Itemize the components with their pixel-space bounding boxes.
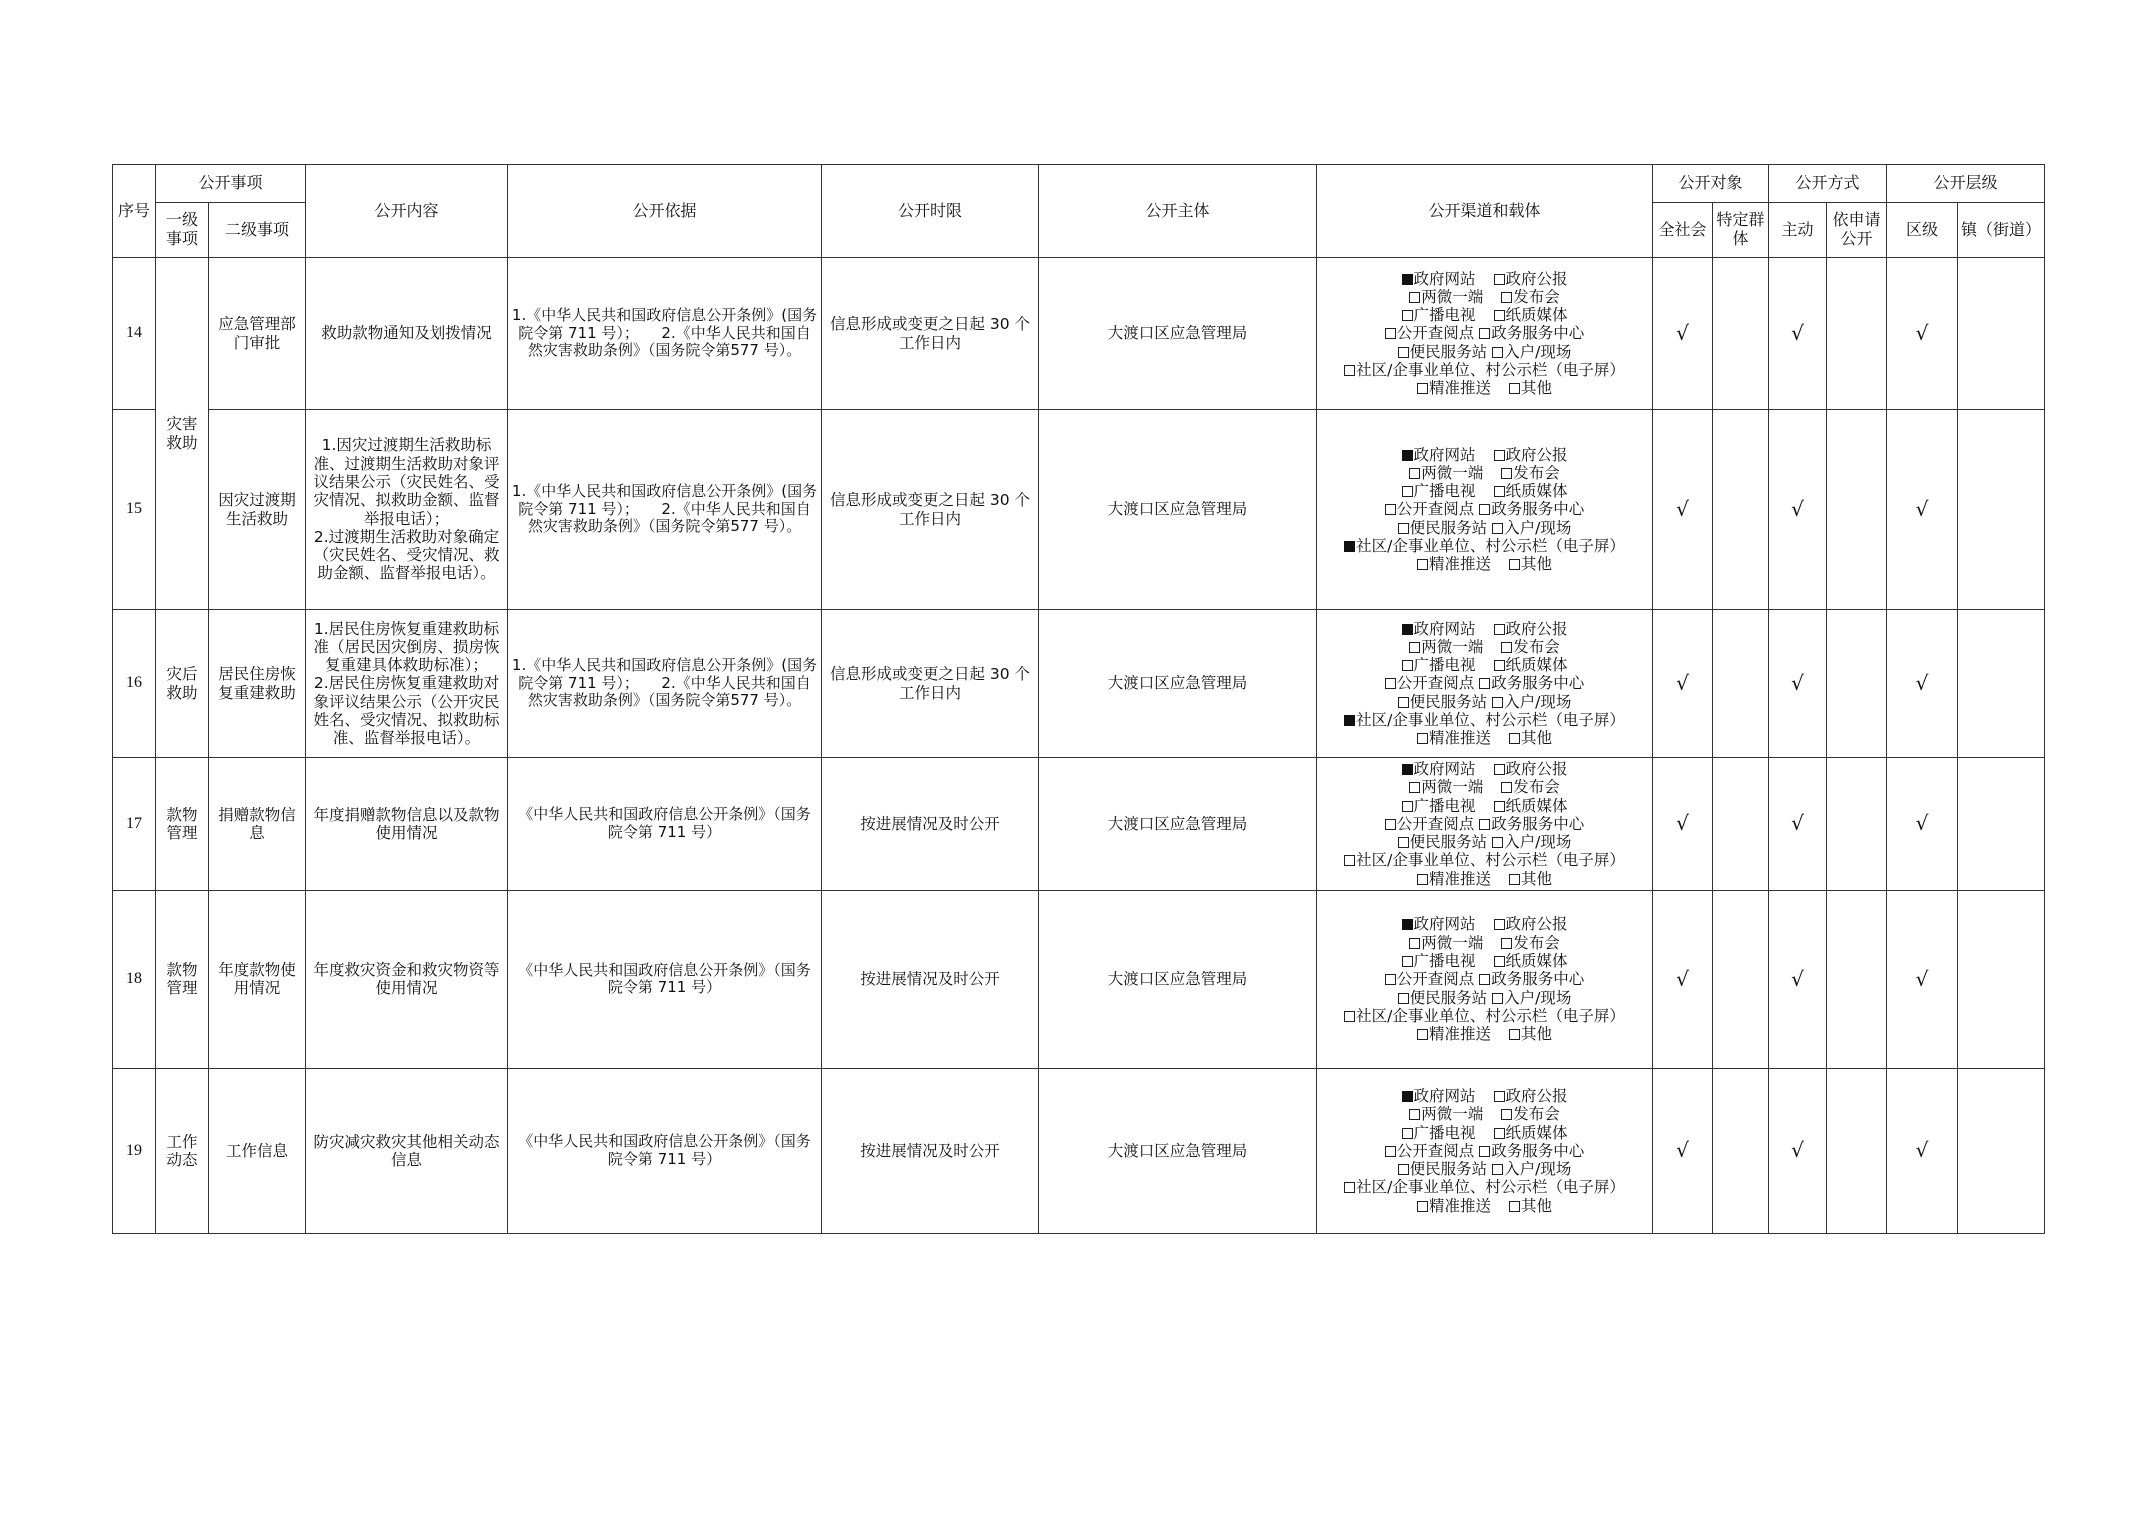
channel-label: 便民服务站 xyxy=(1409,692,1488,711)
check-mark-icon: √ xyxy=(1676,320,1689,345)
cell-time-limit: 信息形成或变更之日起 30 个工作日内 xyxy=(822,410,1039,610)
checkbox-icon xyxy=(1402,274,1413,285)
header-time-limit: 公开时限 xyxy=(822,165,1039,258)
channel-label: 政府网站 xyxy=(1413,760,1476,778)
cell-audience-all xyxy=(1653,258,1713,410)
channel-label: 便民服务站 xyxy=(1409,518,1488,537)
check-mark-icon: √ xyxy=(1791,496,1804,521)
channel-label: 其他 xyxy=(1521,379,1553,398)
cell-level-town xyxy=(1958,1068,2045,1233)
channel-label: 精准推送 xyxy=(1429,555,1492,574)
channel-label: 精准推送 xyxy=(1429,729,1492,748)
channel-label: 入户/现场 xyxy=(1504,342,1572,361)
checkbox-icon xyxy=(1402,801,1413,812)
channel-label: 政务服务中心 xyxy=(1491,324,1585,343)
cell-level-district xyxy=(1887,610,1958,758)
checkbox-icon xyxy=(1398,523,1409,534)
table-row xyxy=(113,258,2045,410)
cell-time-limit: 按进展情况及时公开 xyxy=(822,758,1039,891)
checkbox-icon xyxy=(1509,383,1520,394)
cell-time-limit: 按进展情况及时公开 xyxy=(822,1068,1039,1233)
channel-label: 政务服务中心 xyxy=(1491,674,1585,693)
channel-label: 其他 xyxy=(1521,1025,1553,1044)
checkbox-icon xyxy=(1398,347,1409,358)
check-mark-icon: √ xyxy=(1791,1138,1804,1163)
cell-level-district xyxy=(1887,890,1958,1068)
channel-label: 公开查阅点 xyxy=(1396,674,1475,693)
cell-content: 年度救灾资金和救灾物资等使用情况 xyxy=(306,890,508,1068)
header-method-group: 公开方式 xyxy=(1769,165,1887,203)
cell-level2: 应急管理部门审批 xyxy=(209,258,306,410)
checkbox-icon xyxy=(1479,819,1490,830)
channel-label: 政府网站 xyxy=(1413,1086,1476,1105)
channel-label: 政府公报 xyxy=(1505,619,1568,638)
channel-label: 纸质媒体 xyxy=(1505,482,1568,501)
checkbox-icon xyxy=(1398,837,1409,848)
cell-level1: 工作动态 xyxy=(156,1068,209,1233)
cell-audience-all xyxy=(1653,758,1713,891)
disclosure-table xyxy=(112,164,2045,1234)
checkbox-icon xyxy=(1492,837,1503,848)
checkbox-icon xyxy=(1494,450,1505,461)
channel-label: 其他 xyxy=(1521,729,1553,748)
channel-label: 政府网站 xyxy=(1413,269,1476,288)
channel-label: 政府公报 xyxy=(1505,760,1568,778)
channel-label: 社区/企事业单位、村公示栏（电子屏） xyxy=(1356,1006,1625,1025)
header-level-district: 区级 xyxy=(1887,203,1958,258)
cell-basis: 《中华人民共和国政府信息公开条例》（国务院令第 711 号） xyxy=(508,1068,822,1233)
cell-channels xyxy=(1317,890,1653,1068)
channel-label: 两微一端 xyxy=(1421,287,1484,306)
channel-label: 政务服务中心 xyxy=(1491,1141,1585,1160)
channel-label: 发布会 xyxy=(1513,463,1560,482)
channel-label: 精准推送 xyxy=(1429,379,1492,398)
channel-label: 精准推送 xyxy=(1429,869,1492,888)
channel-label: 广播电视 xyxy=(1413,952,1476,971)
checkbox-icon xyxy=(1402,486,1413,497)
channel-label: 发布会 xyxy=(1513,933,1560,952)
channel-label: 政府公报 xyxy=(1505,445,1568,464)
channel-label: 精准推送 xyxy=(1429,1025,1492,1044)
checkbox-icon xyxy=(1409,642,1420,653)
checkbox-icon xyxy=(1494,801,1505,812)
checkbox-icon xyxy=(1402,660,1413,671)
cell-method-active xyxy=(1769,410,1827,610)
cell-basis: 1.《中华人民共和国政府信息公开条例》(国务院令第 711 号）； 2.《中华人民共和国自然灾害救助条例》（国务院令第577 号）。 xyxy=(508,258,822,410)
checkbox-icon xyxy=(1501,292,1512,303)
cell-seq: 15 xyxy=(113,410,156,610)
cell-method-request xyxy=(1827,410,1887,610)
checkbox-icon xyxy=(1479,1146,1490,1157)
check-mark-icon: √ xyxy=(1791,966,1804,991)
checkbox-icon xyxy=(1417,383,1428,394)
header-level-town: 镇（街道） xyxy=(1958,203,2045,258)
cell-level2: 居民住房恢复重建救助 xyxy=(209,610,306,758)
table-row xyxy=(113,758,2045,891)
channel-label: 政府公报 xyxy=(1505,1086,1568,1105)
header-item-group: 公开事项 xyxy=(156,165,306,203)
channel-label: 发布会 xyxy=(1513,778,1560,797)
cell-level-town xyxy=(1958,890,2045,1068)
header-method-active: 主动 xyxy=(1769,203,1827,258)
cell-content: 1.居民住房恢复重建救助标准（居民因灾倒房、损房恢复重建具体救助标准）； 2.居民住房恢复重建救助对象评议结果公示（公开灾民姓名、受灾情况、拟救助标准、监督举报电话）。 xyxy=(306,610,508,758)
checkbox-icon xyxy=(1402,919,1413,930)
check-mark-icon: √ xyxy=(1915,966,1929,991)
cell-method-request xyxy=(1827,890,1887,1068)
cell-audience-all xyxy=(1653,410,1713,610)
cell-level-district xyxy=(1887,410,1958,610)
checkbox-icon xyxy=(1409,292,1420,303)
channel-label: 纸质媒体 xyxy=(1505,1123,1568,1142)
channel-label: 广播电视 xyxy=(1413,1123,1476,1142)
header-channels: 公开渠道和载体 xyxy=(1317,165,1653,258)
channel-label: 广播电视 xyxy=(1413,796,1476,815)
checkbox-icon xyxy=(1417,733,1428,744)
cell-level1: 款物管理 xyxy=(156,890,209,1068)
checkbox-icon xyxy=(1494,1128,1505,1139)
checkbox-icon xyxy=(1509,559,1520,570)
check-mark-icon: √ xyxy=(1676,1138,1689,1163)
table-row xyxy=(113,610,2045,758)
checkbox-icon xyxy=(1509,1029,1520,1040)
cell-method-request xyxy=(1827,610,1887,758)
channel-label: 两微一端 xyxy=(1421,637,1484,656)
channel-label: 政府公报 xyxy=(1505,915,1568,934)
checkbox-icon xyxy=(1494,274,1505,285)
cell-audience-specific xyxy=(1713,890,1769,1068)
checkbox-icon xyxy=(1417,1029,1428,1040)
cell-time-limit: 按进展情况及时公开 xyxy=(822,890,1039,1068)
cell-seq: 14 xyxy=(113,258,156,410)
channel-label: 广播电视 xyxy=(1413,306,1476,325)
cell-subject: 大渡口区应急管理局 xyxy=(1039,1068,1317,1233)
check-mark-icon: √ xyxy=(1915,670,1929,695)
checkbox-icon xyxy=(1402,764,1413,775)
cell-method-request xyxy=(1827,258,1887,410)
checkbox-icon xyxy=(1492,697,1503,708)
cell-audience-all xyxy=(1653,1068,1713,1233)
checkbox-icon xyxy=(1479,974,1490,985)
checkbox-icon xyxy=(1509,874,1520,885)
checkbox-icon xyxy=(1402,310,1413,321)
cell-method-active xyxy=(1769,890,1827,1068)
channel-label: 便民服务站 xyxy=(1409,988,1488,1007)
cell-level-district xyxy=(1887,758,1958,891)
channel-label: 广播电视 xyxy=(1413,656,1476,675)
cell-subject: 大渡口区应急管理局 xyxy=(1039,258,1317,410)
checkbox-icon xyxy=(1494,764,1505,775)
cell-basis: 《中华人民共和国政府信息公开条例》（国务院令第 711 号） xyxy=(508,890,822,1068)
cell-subject: 大渡口区应急管理局 xyxy=(1039,610,1317,758)
checkbox-icon xyxy=(1509,733,1520,744)
channel-label: 发布会 xyxy=(1513,637,1560,656)
cell-seq: 16 xyxy=(113,610,156,758)
checkbox-icon xyxy=(1385,819,1396,830)
checkbox-icon xyxy=(1501,1109,1512,1120)
cell-method-active xyxy=(1769,258,1827,410)
checkbox-icon xyxy=(1479,328,1490,339)
cell-level-town xyxy=(1958,610,2045,758)
checkbox-icon xyxy=(1344,1011,1355,1022)
checkbox-icon xyxy=(1501,782,1512,793)
check-mark-icon: √ xyxy=(1915,1138,1929,1163)
channel-label: 公开查阅点 xyxy=(1396,814,1475,833)
checkbox-icon xyxy=(1385,1146,1396,1157)
channel-label: 纸质媒体 xyxy=(1505,796,1568,815)
cell-subject: 大渡口区应急管理局 xyxy=(1039,410,1317,610)
header-method-request: 依申请公开 xyxy=(1827,203,1887,258)
checkbox-icon xyxy=(1494,660,1505,671)
cell-audience-all xyxy=(1653,610,1713,758)
channel-label: 其他 xyxy=(1521,869,1553,888)
cell-method-active xyxy=(1769,758,1827,891)
channel-label: 政府网站 xyxy=(1413,915,1476,934)
checkbox-icon xyxy=(1402,624,1413,635)
channel-label: 公开查阅点 xyxy=(1396,970,1475,989)
channel-label: 其他 xyxy=(1521,1196,1553,1215)
channel-label: 发布会 xyxy=(1513,1105,1560,1124)
channel-label: 便民服务站 xyxy=(1409,1160,1488,1179)
cell-level-town xyxy=(1958,410,2045,610)
channel-label: 精准推送 xyxy=(1429,1196,1492,1215)
cell-method-request xyxy=(1827,1068,1887,1233)
cell-audience-all xyxy=(1653,890,1713,1068)
check-mark-icon: √ xyxy=(1676,496,1689,521)
checkbox-icon xyxy=(1402,956,1413,967)
channel-label: 便民服务站 xyxy=(1409,342,1488,361)
header-content: 公开内容 xyxy=(306,165,508,258)
header-level-group: 公开层级 xyxy=(1887,165,2045,203)
channel-label: 入户/现场 xyxy=(1504,518,1572,537)
checkbox-icon xyxy=(1344,1182,1355,1193)
checkbox-icon xyxy=(1402,1091,1413,1102)
checkbox-icon xyxy=(1492,1164,1503,1175)
checkbox-icon xyxy=(1344,855,1355,866)
cell-basis: 1.《中华人民共和国政府信息公开条例》(国务院令第 711 号）； 2.《中华人民共和国自然灾害救助条例》（国务院令第577 号）。 xyxy=(508,610,822,758)
cell-content: 年度捐赠款物信息以及款物使用情况 xyxy=(306,758,508,891)
channel-label: 入户/现场 xyxy=(1504,1160,1572,1179)
cell-content: 防灾减灾救灾其他相关动态信息 xyxy=(306,1068,508,1233)
header-subject: 公开主体 xyxy=(1039,165,1317,258)
cell-channels xyxy=(1317,610,1653,758)
check-mark-icon: √ xyxy=(1676,811,1689,836)
checkbox-icon xyxy=(1409,468,1420,479)
cell-content: 救助款物通知及划拨情况 xyxy=(306,258,508,410)
cell-level1: 灾后救助 xyxy=(156,610,209,758)
checkbox-icon xyxy=(1344,715,1355,726)
checkbox-icon xyxy=(1344,541,1355,552)
channel-label: 社区/企事业单位、村公示栏（电子屏） xyxy=(1356,1178,1625,1197)
checkbox-icon xyxy=(1398,993,1409,1004)
channel-label: 政府网站 xyxy=(1413,619,1476,638)
cell-level-district xyxy=(1887,1068,1958,1233)
channel-label: 政务服务中心 xyxy=(1491,814,1585,833)
channel-label: 入户/现场 xyxy=(1504,692,1572,711)
check-mark-icon: √ xyxy=(1791,670,1804,695)
cell-audience-specific xyxy=(1713,410,1769,610)
channel-label: 社区/企事业单位、村公示栏（电子屏） xyxy=(1356,536,1625,555)
checkbox-icon xyxy=(1492,523,1503,534)
check-mark-icon: √ xyxy=(1791,811,1804,836)
channel-label: 政府网站 xyxy=(1413,445,1476,464)
checkbox-icon xyxy=(1494,486,1505,497)
checkbox-icon xyxy=(1492,347,1503,358)
checkbox-icon xyxy=(1501,642,1512,653)
cell-level2: 因灾过渡期生活救助 xyxy=(209,410,306,610)
checkbox-icon xyxy=(1385,328,1396,339)
cell-level-town xyxy=(1958,258,2045,410)
header-level2: 二级事项 xyxy=(209,203,306,258)
channel-label: 广播电视 xyxy=(1413,482,1476,501)
checkbox-icon xyxy=(1409,938,1420,949)
cell-audience-specific xyxy=(1713,610,1769,758)
channel-label: 政府公报 xyxy=(1505,269,1568,288)
header-level1: 一级事项 xyxy=(156,203,209,258)
cell-channels xyxy=(1317,258,1653,410)
channel-label: 入户/现场 xyxy=(1504,988,1572,1007)
channel-label: 两微一端 xyxy=(1421,463,1484,482)
checkbox-icon xyxy=(1417,559,1428,570)
checkbox-icon xyxy=(1409,1109,1420,1120)
cell-channels xyxy=(1317,1068,1653,1233)
checkbox-icon xyxy=(1501,938,1512,949)
cell-channels xyxy=(1317,758,1653,891)
cell-level1: 灾害救助 xyxy=(156,258,209,610)
cell-basis: 《中华人民共和国政府信息公开条例》（国务院令第 711 号） xyxy=(508,758,822,891)
cell-content: 1.因灾过渡期生活救助标准、过渡期生活救助对象评议结果公示（灾民姓名、受灾情况、拟救助金额、监督举报电话）； 2.过渡期生活救助对象确定（灾民姓名、受灾情况、救助金额、监督举报电话）。 xyxy=(306,410,508,610)
cell-seq: 19 xyxy=(113,1068,156,1233)
checkbox-icon xyxy=(1492,993,1503,1004)
checkbox-icon xyxy=(1385,974,1396,985)
checkbox-icon xyxy=(1479,504,1490,515)
cell-level-town xyxy=(1958,758,2045,891)
header-audience-group: 公开对象 xyxy=(1653,165,1769,203)
check-mark-icon: √ xyxy=(1915,320,1929,345)
checkbox-icon xyxy=(1385,504,1396,515)
channel-label: 公开查阅点 xyxy=(1396,500,1475,519)
channel-label: 纸质媒体 xyxy=(1505,656,1568,675)
cell-level2: 工作信息 xyxy=(209,1068,306,1233)
table-row xyxy=(113,890,2045,1068)
channel-label: 公开查阅点 xyxy=(1396,1141,1475,1160)
checkbox-icon xyxy=(1409,782,1420,793)
checkbox-icon xyxy=(1494,310,1505,321)
cell-subject: 大渡口区应急管理局 xyxy=(1039,758,1317,891)
checkbox-icon xyxy=(1494,1091,1505,1102)
channel-label: 两微一端 xyxy=(1421,778,1484,797)
cell-audience-specific xyxy=(1713,258,1769,410)
cell-method-active xyxy=(1769,610,1827,758)
header-basis: 公开依据 xyxy=(508,165,822,258)
channel-label: 其他 xyxy=(1521,555,1553,574)
check-mark-icon: √ xyxy=(1676,670,1689,695)
checkbox-icon xyxy=(1398,1164,1409,1175)
channel-label: 两微一端 xyxy=(1421,1105,1484,1124)
channel-label: 公开查阅点 xyxy=(1396,324,1475,343)
cell-level1: 款物管理 xyxy=(156,758,209,891)
cell-channels xyxy=(1317,410,1653,610)
channel-label: 社区/企事业单位、村公示栏（电子屏） xyxy=(1356,360,1625,379)
cell-level2: 年度款物使用情况 xyxy=(209,890,306,1068)
checkbox-icon xyxy=(1494,919,1505,930)
table-row xyxy=(113,410,2045,610)
cell-seq: 17 xyxy=(113,758,156,891)
channel-label: 社区/企事业单位、村公示栏（电子屏） xyxy=(1356,710,1625,729)
table-body xyxy=(113,258,2045,1234)
cell-level2: 捐赠款物信息 xyxy=(209,758,306,891)
checkbox-icon xyxy=(1417,1201,1428,1212)
checkbox-icon xyxy=(1417,874,1428,885)
cell-basis: 1.《中华人民共和国政府信息公开条例》(国务院令第 711 号）； 2.《中华人民共和国自然灾害救助条例》（国务院令第577 号）。 xyxy=(508,410,822,610)
checkbox-icon xyxy=(1501,468,1512,479)
check-mark-icon: √ xyxy=(1791,320,1804,345)
cell-time-limit: 信息形成或变更之日起 30 个工作日内 xyxy=(822,610,1039,758)
header-audience-specific: 特定群体 xyxy=(1713,203,1769,258)
header-seq: 序号 xyxy=(113,165,156,258)
checkbox-icon xyxy=(1344,365,1355,376)
channel-label: 两微一端 xyxy=(1421,933,1484,952)
check-mark-icon: √ xyxy=(1676,966,1689,991)
cell-method-request xyxy=(1827,758,1887,891)
checkbox-icon xyxy=(1398,697,1409,708)
checkbox-icon xyxy=(1494,624,1505,635)
channel-label: 政务服务中心 xyxy=(1491,500,1585,519)
cell-time-limit: 信息形成或变更之日起 30 个工作日内 xyxy=(822,258,1039,410)
checkbox-icon xyxy=(1479,678,1490,689)
cell-seq: 18 xyxy=(113,890,156,1068)
channel-label: 入户/现场 xyxy=(1504,833,1572,852)
cell-method-active xyxy=(1769,1068,1827,1233)
header-audience-all: 全社会 xyxy=(1653,203,1713,258)
channel-label: 纸质媒体 xyxy=(1505,952,1568,971)
channel-label: 便民服务站 xyxy=(1409,833,1488,852)
checkbox-icon xyxy=(1385,678,1396,689)
cell-level-district xyxy=(1887,258,1958,410)
channel-label: 社区/企事业单位、村公示栏（电子屏） xyxy=(1356,851,1625,870)
cell-subject: 大渡口区应急管理局 xyxy=(1039,890,1317,1068)
checkbox-icon xyxy=(1494,956,1505,967)
checkbox-icon xyxy=(1402,1128,1413,1139)
checkbox-icon xyxy=(1509,1201,1520,1212)
check-mark-icon: √ xyxy=(1915,811,1929,836)
checkbox-icon xyxy=(1402,450,1413,461)
channel-label: 发布会 xyxy=(1513,287,1560,306)
cell-audience-specific xyxy=(1713,1068,1769,1233)
table-row xyxy=(113,1068,2045,1233)
channel-label: 政务服务中心 xyxy=(1491,970,1585,989)
cell-audience-specific xyxy=(1713,758,1769,891)
check-mark-icon: √ xyxy=(1915,496,1929,521)
channel-label: 纸质媒体 xyxy=(1505,306,1568,325)
